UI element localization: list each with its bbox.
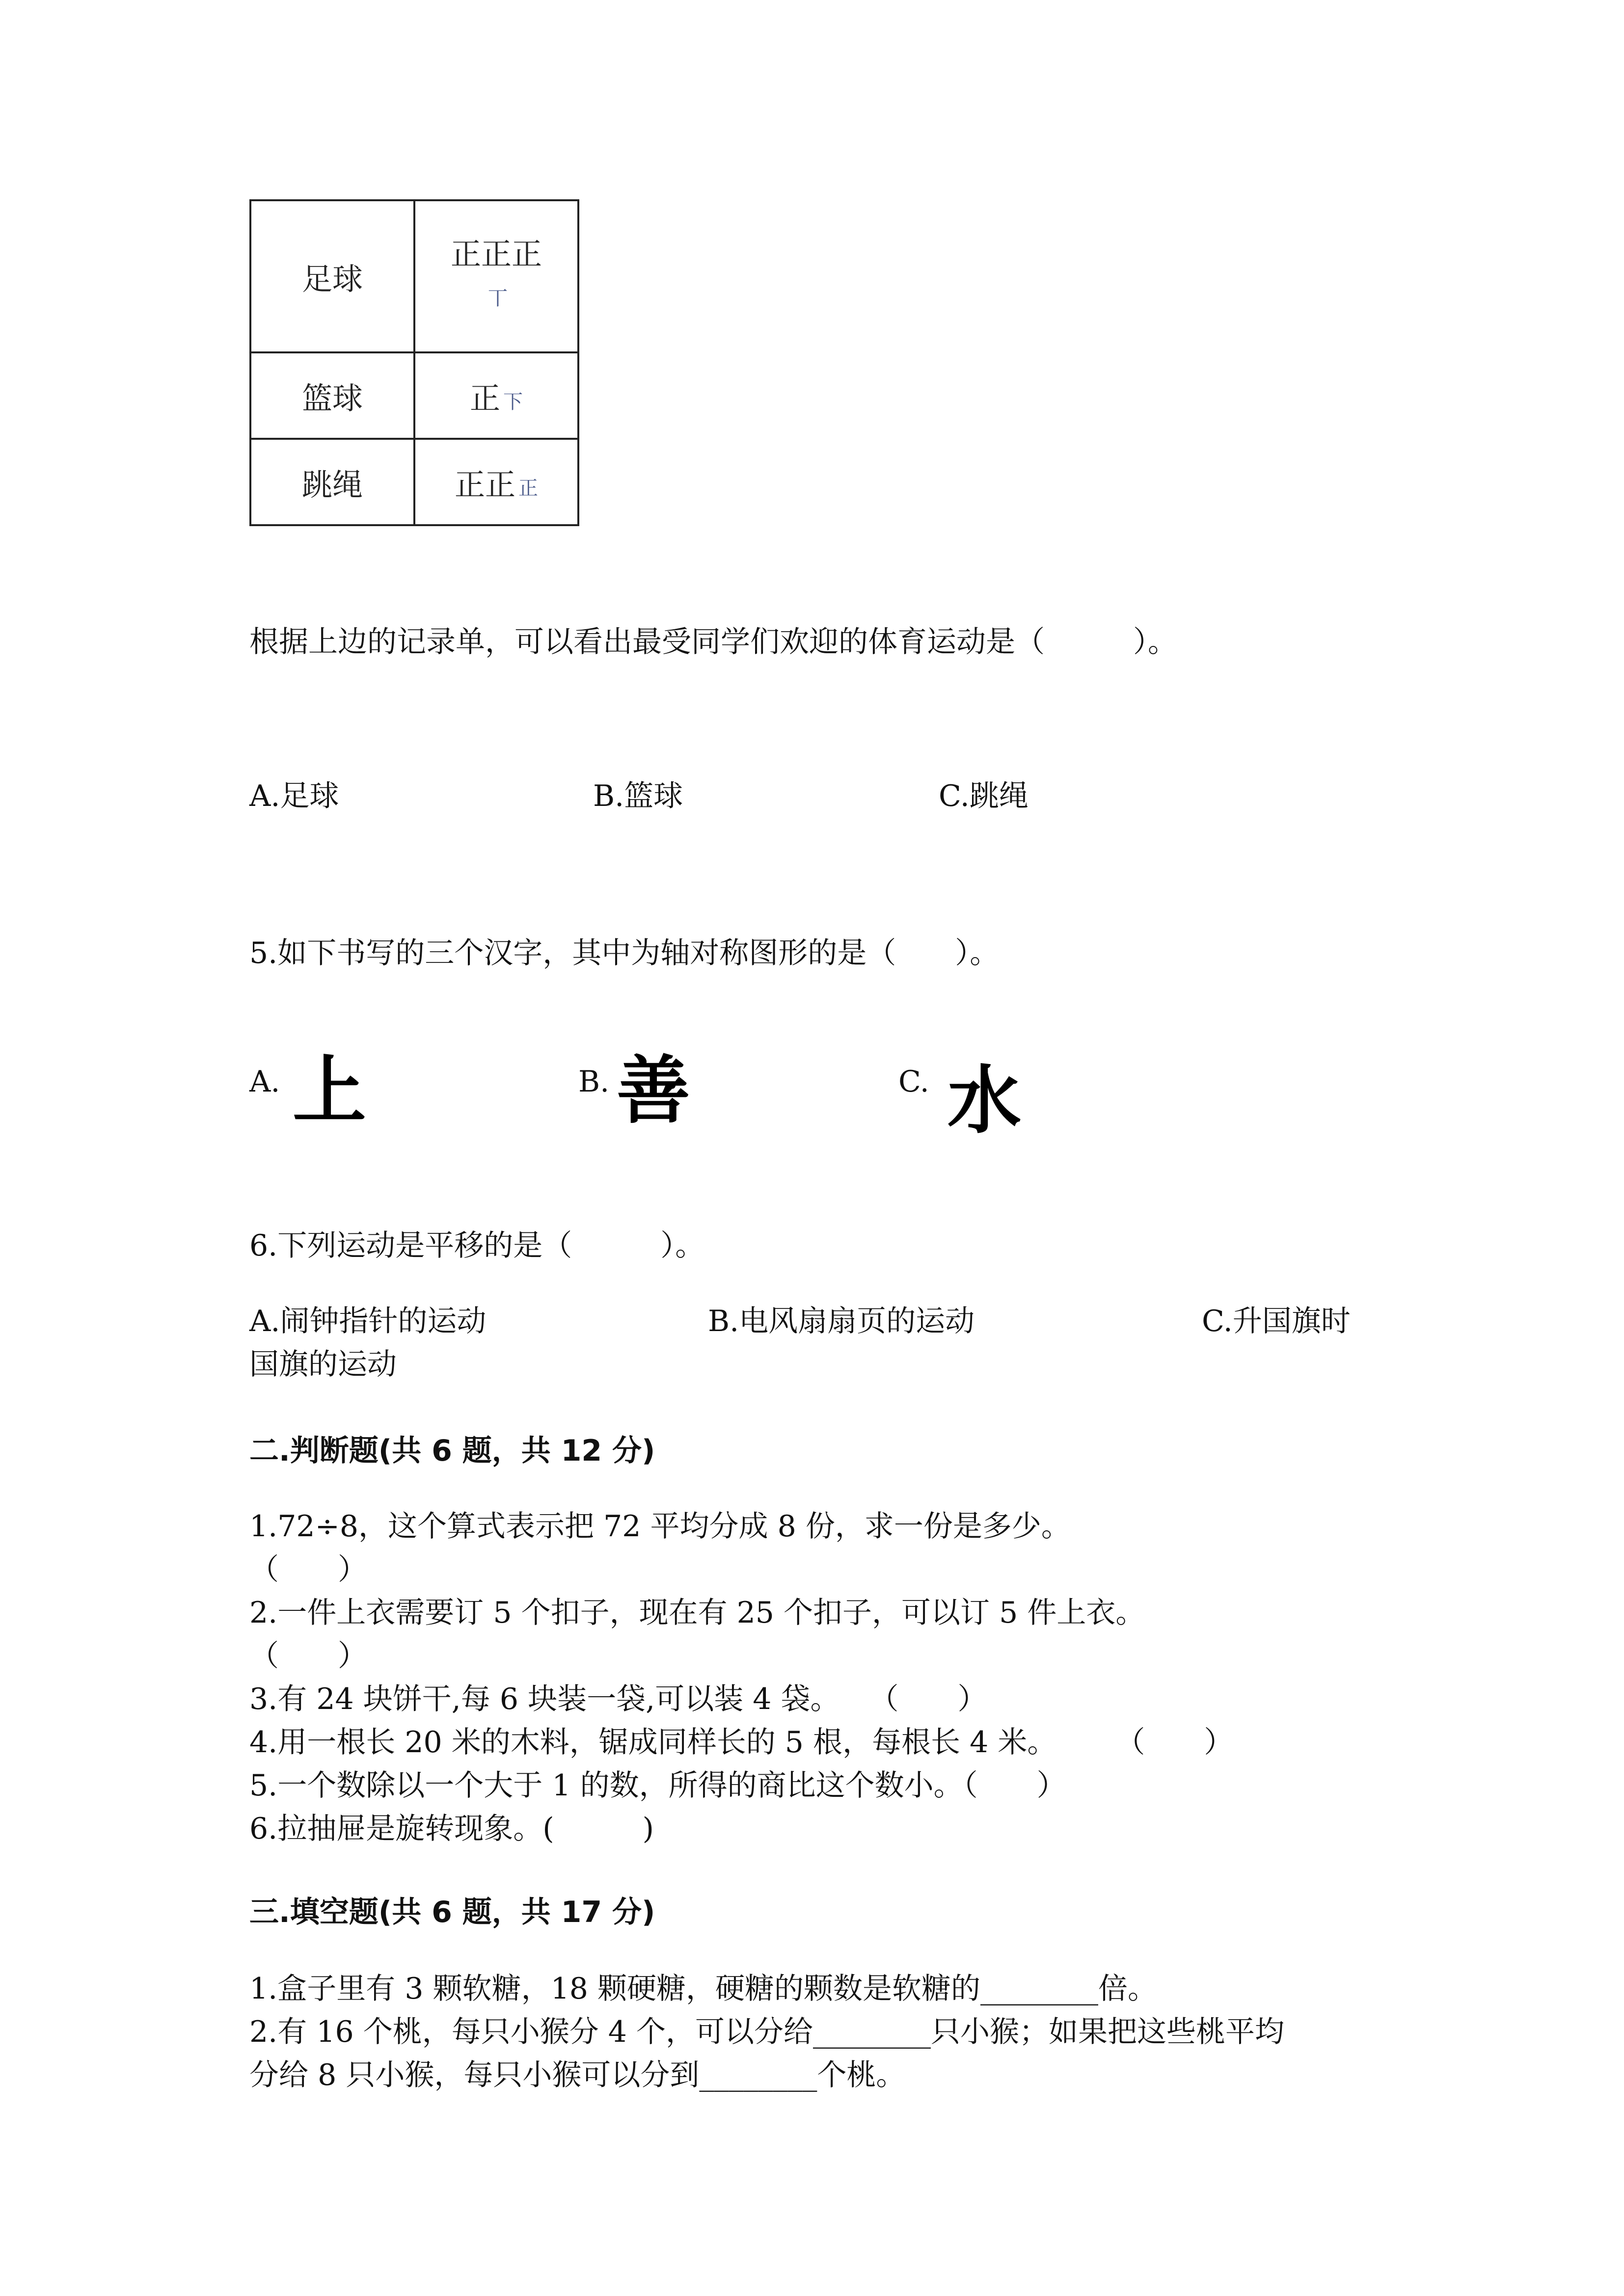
q5-label-b: B. <box>578 1065 610 1099</box>
q6-option-c-continued: 国旗的运动 <box>249 1347 397 1382</box>
table-row <box>250 200 578 352</box>
tally-cell <box>414 352 578 439</box>
q5-question: 5.如下书写的三个汉字，其中为轴对称图形的是（ ）。 <box>249 936 1000 970</box>
q4-option-c: C.跳绳 <box>939 779 1029 813</box>
tally-partial-mark: 丅 <box>488 287 508 310</box>
fill-q1: 1.盒子里有 3 颗软糖，18 颗硬糖，硬糖的颗数是软糖的________倍。 <box>249 1972 1157 2006</box>
sport-cell: 篮球 <box>250 352 414 439</box>
character-shui-image: 水 <box>947 1058 1022 1144</box>
judge-q4: 4.用一根长 20 米的木料，锯成同样长的 5 根，每根长 4 米。 （ ） <box>249 1725 1234 1760</box>
q5-label-c: C. <box>898 1065 929 1099</box>
tally-partial-mark: 正 <box>518 477 538 500</box>
table-row <box>250 352 578 439</box>
character-shan-image: 善 <box>617 1048 691 1134</box>
judge-q3: 3.有 24 块饼干,每 6 块装一袋,可以装 4 袋。 （ ） <box>249 1682 987 1716</box>
tally-cell <box>414 439 578 525</box>
q6-question: 6.下列运动是平移的是（ ）。 <box>249 1228 705 1263</box>
judge-q2-blank: （ ） <box>249 1639 367 1673</box>
character-shang-image: 上 <box>293 1048 367 1134</box>
sport-cell: 跳绳 <box>250 439 414 525</box>
tally-cell <box>414 200 578 352</box>
q6-option-a: A.闹钟指针的运动 <box>249 1304 487 1338</box>
q4-option-a: A.足球 <box>249 779 339 813</box>
q4-question: 根据上边的记录单，可以看出最受同学们欢迎的体育运动是（ ）。 <box>249 625 1177 659</box>
judge-q6: 6.拉抽屉是旋转现象。( ) <box>249 1812 654 1846</box>
q6-option-c: C.升国旗时 <box>1202 1304 1351 1338</box>
judge-q5: 5.一个数除以一个大于 1 的数，所得的商比这个数小。（ ） <box>249 1768 1066 1803</box>
section-3-heading: 三.填空题(共 6 题，共 17 分) <box>249 1895 655 1929</box>
tally-marks: 正 <box>469 380 500 416</box>
section-2-heading: 二.判断题(共 6 题，共 12 分) <box>249 1434 655 1468</box>
judge-q1-blank: （ ） <box>249 1552 367 1587</box>
q6-option-b: B.电风扇扇页的运动 <box>708 1304 975 1338</box>
judge-q2: 2.一件上衣需要订 5 个扣子，现在有 25 个扣子，可以订 5 件上衣。 <box>249 1596 1145 1630</box>
fill-q2-continued: 分给 8 只小猴，每只小猴可以分到________个桃。 <box>249 2058 906 2092</box>
tally-partial-mark: 下 <box>503 390 523 413</box>
tally-marks: 正正 <box>454 466 515 503</box>
tally-marks: 正正正 <box>450 236 542 272</box>
sport-cell: 足球 <box>250 200 414 352</box>
fill-q2: 2.有 16 个桃，每只小猴分 4 个，可以分给________只小猴；如果把这些桃平均 <box>249 2015 1285 2049</box>
table-row <box>250 439 578 525</box>
tally-table <box>249 199 579 526</box>
q5-label-a: A. <box>249 1065 280 1099</box>
judge-q1: 1.72÷8，这个算式表示把 72 平均分成 8 份，求一份是多少。 <box>249 1509 1071 1544</box>
q4-option-b: B.篮球 <box>593 779 683 813</box>
